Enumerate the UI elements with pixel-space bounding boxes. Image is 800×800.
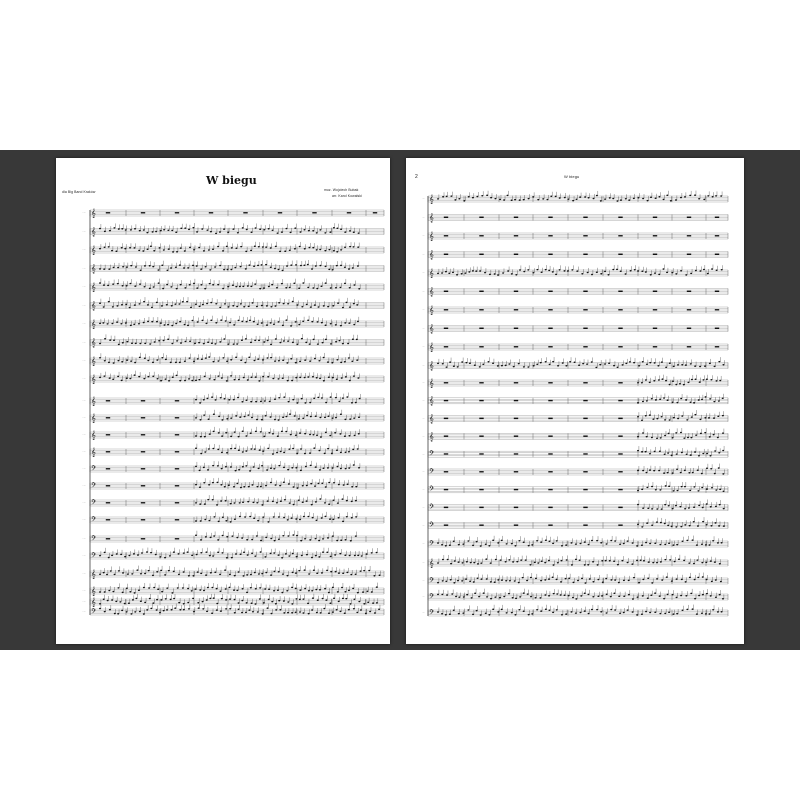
svg-text:·····: ····· <box>82 601 86 604</box>
svg-text:····: ···· <box>422 272 425 275</box>
svg-text:·····: ····· <box>82 212 86 215</box>
svg-text:····: ···· <box>422 328 425 331</box>
svg-text:····: ···· <box>422 400 425 403</box>
svg-text:····: ···· <box>422 453 425 456</box>
svg-text:𝄞: 𝄞 <box>429 285 434 296</box>
svg-text:·····: ····· <box>82 305 86 308</box>
svg-text:𝄢: 𝄢 <box>429 538 435 549</box>
svg-text:····: ···· <box>422 596 425 599</box>
svg-text:·····: ····· <box>82 417 86 420</box>
svg-text:𝄞: 𝄞 <box>91 568 96 579</box>
svg-text:𝄞: 𝄞 <box>91 225 96 236</box>
svg-text:𝄢: 𝄢 <box>429 519 435 530</box>
svg-text:····: ···· <box>422 418 425 421</box>
svg-text:····: ···· <box>422 471 425 474</box>
svg-text:𝄞: 𝄞 <box>91 207 96 218</box>
svg-text:····: ···· <box>422 217 425 220</box>
svg-text:····: ···· <box>422 525 425 527</box>
svg-text:····: ···· <box>422 562 425 565</box>
svg-text:𝄞: 𝄞 <box>91 318 96 329</box>
svg-text:𝄢: 𝄢 <box>91 606 97 617</box>
score-notation <box>406 158 744 644</box>
page-number: 2 <box>415 174 418 180</box>
svg-text:𝄢: 𝄢 <box>91 533 97 544</box>
svg-text:𝄢: 𝄢 <box>429 484 435 495</box>
svg-text:𝄞: 𝄞 <box>91 446 96 457</box>
svg-text:𝄞: 𝄞 <box>91 412 96 423</box>
svg-text:𝄞: 𝄞 <box>429 267 434 278</box>
svg-text:····: ···· <box>422 291 425 294</box>
svg-text:𝄢: 𝄢 <box>429 502 435 512</box>
svg-text:····: ···· <box>422 365 425 368</box>
svg-text:·····: ····· <box>82 519 86 522</box>
svg-text:𝄢: 𝄢 <box>429 466 435 477</box>
svg-text:𝄞: 𝄞 <box>429 211 434 222</box>
svg-text:·····: ····· <box>82 434 86 437</box>
svg-text:𝄞: 𝄞 <box>429 377 434 388</box>
svg-text:𝄞: 𝄞 <box>91 281 96 292</box>
svg-text:𝄢: 𝄢 <box>91 463 97 474</box>
svg-text:𝄢: 𝄢 <box>91 480 97 491</box>
svg-text:𝄞: 𝄞 <box>429 248 434 259</box>
svg-text:𝄞: 𝄞 <box>429 395 434 406</box>
svg-text:·····: ····· <box>82 378 86 381</box>
svg-text:·····: ····· <box>82 485 86 488</box>
svg-text:·····: ····· <box>82 611 86 614</box>
svg-text:·····: ····· <box>82 323 86 326</box>
dedication-text: dla Big Band Kraków <box>62 190 96 194</box>
svg-text:····: ···· <box>422 489 425 492</box>
svg-text:·····: ····· <box>82 360 86 363</box>
svg-text:𝄞: 𝄞 <box>91 585 96 596</box>
svg-text:𝄢: 𝄢 <box>429 448 435 459</box>
svg-text:𝄞: 𝄞 <box>91 429 96 440</box>
svg-text:𝄞: 𝄞 <box>91 244 96 255</box>
svg-text:·····: ····· <box>82 400 86 403</box>
svg-text:𝄞: 𝄞 <box>429 359 434 370</box>
svg-text:𝄢: 𝄢 <box>429 607 435 618</box>
svg-text:·····: ····· <box>82 468 86 471</box>
running-header: W biegu <box>564 174 580 179</box>
svg-text:𝄞: 𝄞 <box>91 395 96 406</box>
svg-text:𝄢: 𝄢 <box>429 575 435 586</box>
svg-text:𝄞: 𝄞 <box>91 262 96 273</box>
svg-text:𝄢: 𝄢 <box>429 591 435 602</box>
svg-text:····: ···· <box>422 580 425 583</box>
score-page-2[interactable] <box>406 158 744 644</box>
svg-text:𝄢: 𝄢 <box>91 514 97 525</box>
svg-text:𝄞: 𝄞 <box>91 373 96 384</box>
score-page-1[interactable] <box>56 158 390 644</box>
svg-text:·····: ····· <box>82 451 86 454</box>
svg-text:·····: ····· <box>82 268 86 271</box>
svg-text:····: ···· <box>422 436 425 438</box>
svg-text:𝄢: 𝄢 <box>91 550 97 561</box>
document-viewer <box>0 150 800 650</box>
score-notation <box>56 158 390 644</box>
svg-text:𝄞: 𝄞 <box>91 299 96 310</box>
svg-text:𝄞: 𝄞 <box>429 304 434 315</box>
svg-text:𝄞: 𝄞 <box>91 596 96 607</box>
svg-text:·····: ····· <box>82 249 86 252</box>
svg-text:·····: ····· <box>82 590 86 593</box>
score-title: W biegu <box>206 174 257 187</box>
svg-text:𝄞: 𝄞 <box>429 341 434 352</box>
svg-text:·····: ····· <box>82 555 86 558</box>
svg-text:····: ···· <box>422 507 425 510</box>
svg-text:𝄞: 𝄞 <box>429 413 434 423</box>
svg-text:····: ···· <box>422 254 425 257</box>
svg-text:····: ···· <box>422 235 425 238</box>
svg-text:𝄞: 𝄞 <box>429 430 434 441</box>
svg-text:·····: ····· <box>82 286 86 289</box>
composer-credit: muz. Wojciech Bubak <box>324 188 359 192</box>
arranger-credit: arr. Karol Kowalski <box>332 194 362 198</box>
svg-text:·····: ····· <box>82 231 86 234</box>
svg-text:····: ···· <box>422 382 425 385</box>
svg-text:𝄞: 𝄞 <box>91 336 96 347</box>
svg-text:····: ···· <box>422 309 425 312</box>
svg-text:····: ···· <box>422 543 425 546</box>
svg-text:·····: ····· <box>82 342 86 345</box>
svg-text:𝄞: 𝄞 <box>429 193 434 204</box>
svg-text:·····: ····· <box>82 538 86 541</box>
svg-text:····: ···· <box>422 346 425 349</box>
svg-text:····: ···· <box>422 612 425 615</box>
svg-text:·····: ····· <box>82 502 86 505</box>
svg-text:𝄞: 𝄞 <box>429 230 434 241</box>
svg-text:·····: ····· <box>82 573 86 576</box>
svg-text:𝄞: 𝄞 <box>429 322 434 333</box>
svg-text:····: ···· <box>422 198 425 201</box>
svg-text:𝄞: 𝄞 <box>429 557 434 568</box>
svg-text:𝄞: 𝄞 <box>91 355 96 366</box>
svg-text:𝄢: 𝄢 <box>91 497 97 508</box>
